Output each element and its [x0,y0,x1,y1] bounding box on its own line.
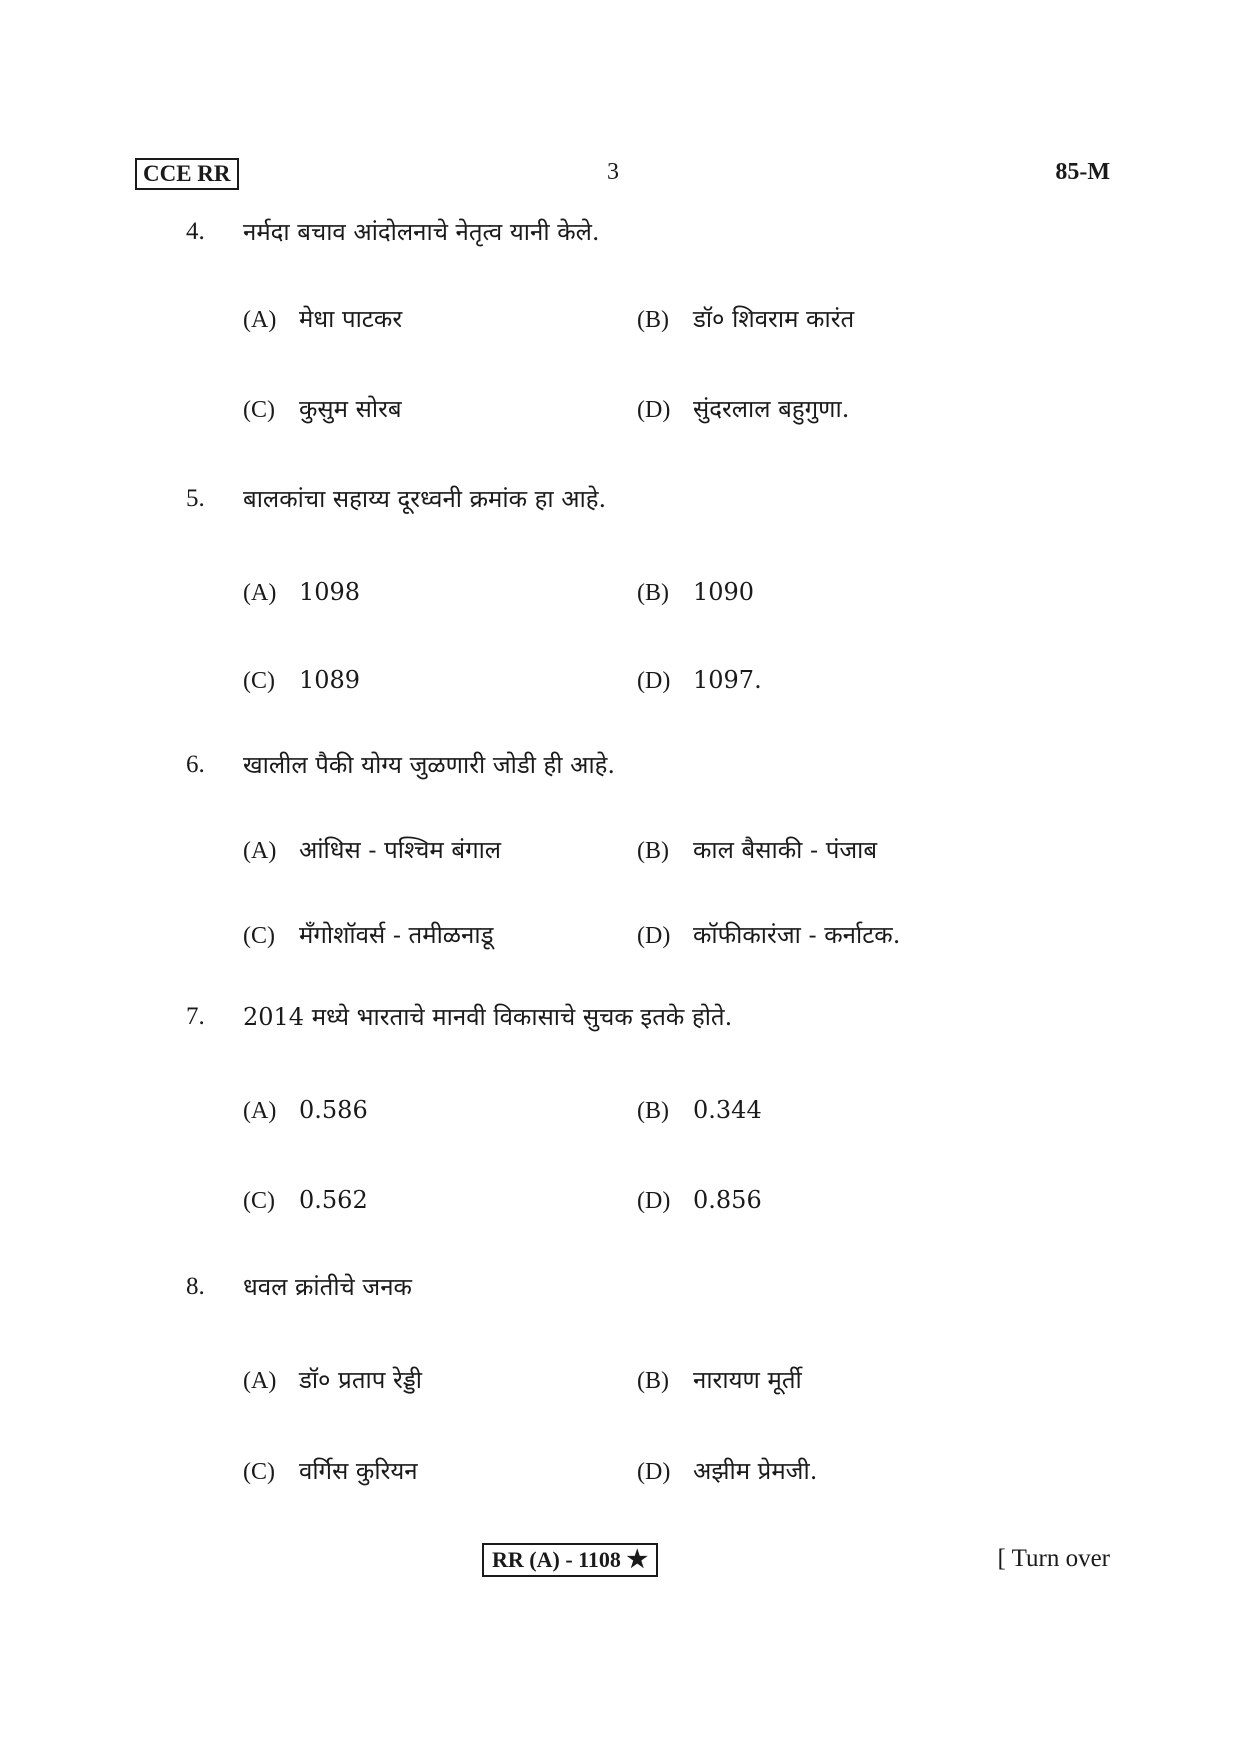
option-label: (B) [637,307,669,333]
option-text: 0.856 [693,1186,762,1214]
option-label: (B) [637,1368,669,1394]
option-text: कॉफीकारंजा - कर्नाटक. [693,921,901,949]
question-text: 2014 मध्ये भारताचे मानवी विकासाचे सुचक इतके होते. [243,1003,733,1031]
option-label: (A) [243,580,277,606]
option-d [637,394,849,425]
option-d [637,1456,817,1487]
option-text: 0.344 [693,1096,762,1124]
star-icon: ★ [626,1547,648,1573]
question-number: 4. [186,218,205,245]
question-number: 8. [186,1273,205,1300]
option-label: (C) [243,1459,275,1485]
option-text: 1098 [299,578,361,606]
option-label: (A) [243,307,277,333]
exam-code-box: CCE RR [135,158,239,190]
option-c [243,394,402,425]
option-b [637,577,754,608]
option-text: 1097. [693,666,762,694]
option-label: (A) [243,838,277,864]
option-label: (C) [243,923,275,949]
option-text: 0.586 [299,1096,368,1124]
option-c [243,920,493,951]
option-d [637,920,900,951]
question-text: खालील पैकी योग्य जुळणारी जोडी ही आहे. [243,751,616,779]
turn-over-note: [ Turn over [997,1545,1110,1572]
option-text: आंधिस - पश्चिम बंगाल [299,836,502,864]
page-header [135,158,1110,198]
option-text: मेधा पाटकर [299,305,403,333]
option-label: (A) [243,1098,277,1124]
question-text: नर्मदा बचाव आंदोलनाचे नेतृत्व यानी केले. [243,218,600,246]
option-text: डॉ० शिवराम कारंत [693,305,855,333]
option-label: (B) [637,838,669,864]
question-text: बालकांचा सहाय्य दूरध्वनी क्रमांक हा आहे. [243,485,607,513]
question-text: धवल क्रांतीचे जनक [243,1273,412,1301]
option-label: (B) [637,580,669,606]
option-text: अझीम प्रेमजी. [693,1457,818,1485]
option-label: (D) [637,1188,671,1214]
option-a [243,835,501,866]
option-a [243,1365,422,1396]
option-label: (C) [243,397,275,423]
option-label: (D) [637,923,671,949]
option-text: कुसुम सोरब [299,395,402,423]
option-a [243,1095,368,1126]
question-number: 6. [186,751,205,778]
option-text: 1090 [693,578,755,606]
question-number: 5. [186,485,205,512]
option-d [637,1185,762,1216]
option-b [637,1365,802,1396]
question-number: 7. [186,1003,205,1030]
paper-code: 85-M [1055,159,1110,185]
option-label: (D) [637,397,671,423]
option-c [243,1185,368,1216]
option-b [637,835,877,866]
option-text: 1089 [299,666,361,694]
option-d [637,665,762,696]
option-label: (B) [637,1098,669,1124]
option-label: (D) [637,668,671,694]
option-b [637,1095,762,1126]
footer-code-box [482,1543,658,1577]
option-text: सुंदरलाल बहुगुणा. [693,395,850,423]
option-text: नारायण मूर्ती [693,1366,802,1394]
option-text: मँगोशॉवर्स - तमीळनाडू [299,921,494,949]
option-text: 0.562 [299,1186,368,1214]
option-label: (A) [243,1368,277,1394]
option-label: (C) [243,1188,275,1214]
footer-code: RR (A) - 1108 [492,1547,621,1572]
page-number: 3 [607,159,619,185]
option-text: डॉ० प्रताप रेड्डी [299,1366,423,1394]
option-a [243,577,360,608]
option-c [243,665,360,696]
option-b [637,304,854,335]
option-a [243,304,402,335]
option-c [243,1456,418,1487]
option-label: (D) [637,1459,671,1485]
option-label: (C) [243,668,275,694]
option-text: वर्गिस कुरियन [299,1457,418,1485]
option-text: काल बैसाकी - पंजाब [693,836,878,864]
